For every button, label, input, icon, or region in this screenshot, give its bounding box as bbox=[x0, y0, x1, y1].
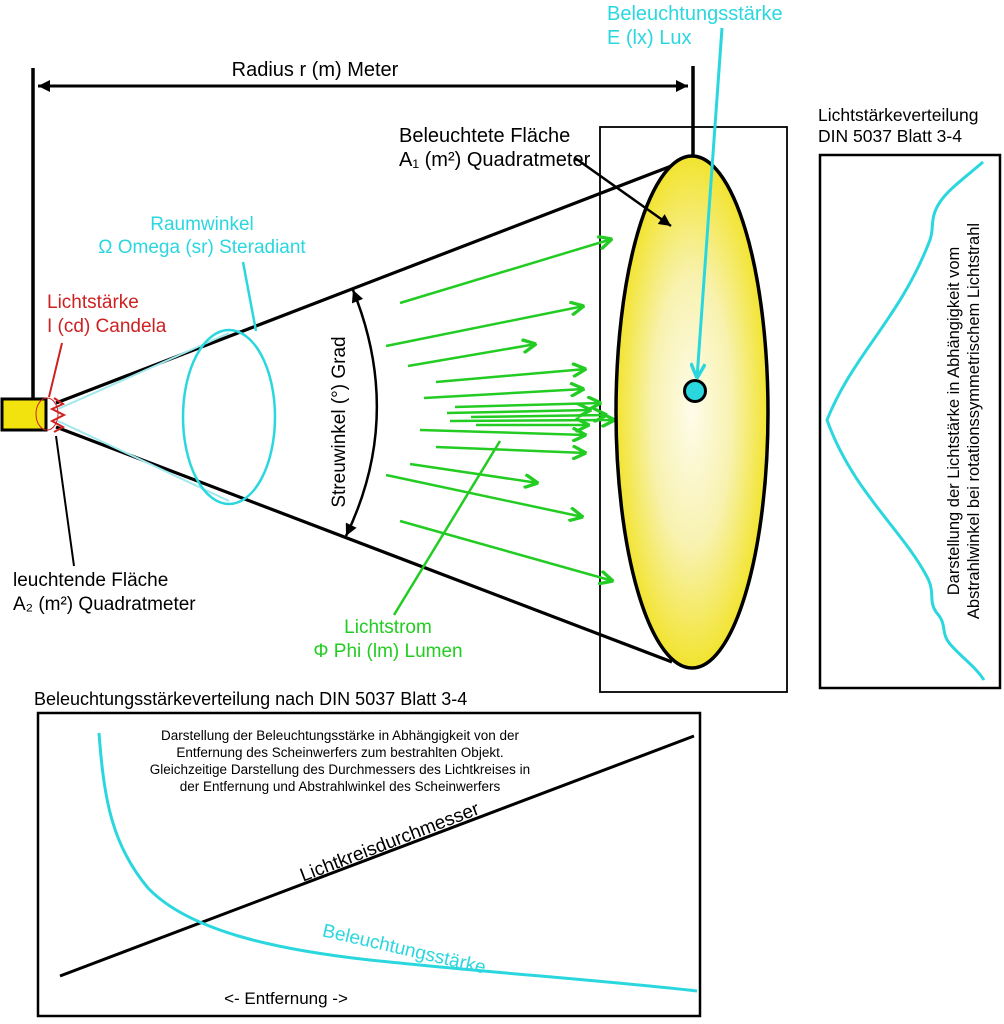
light-ray-arrow bbox=[386, 475, 583, 517]
right-panel-title bbox=[818, 105, 979, 147]
solid-angle-ellipse bbox=[183, 330, 275, 504]
light-ray-arrow bbox=[447, 410, 591, 413]
intensity-label bbox=[47, 291, 166, 339]
illuminance-measure-point bbox=[685, 381, 706, 402]
source-area-label-line2: A₂ (m²) Quadratmeter bbox=[13, 594, 196, 615]
light-ray-arrow bbox=[455, 403, 601, 407]
lit-area-label-line1: Beleuchtete Fläche bbox=[399, 125, 571, 147]
flux-rays bbox=[386, 239, 615, 615]
bottom-panel-description-line3: Gleichzeitige Darstellung des Durchmessers des Lichtkreises in bbox=[149, 762, 531, 777]
light-ray-arrow bbox=[408, 344, 536, 366]
intensity-leader-line bbox=[49, 343, 62, 397]
bottom-panel-description-line4: der Entfernung und Abstrahlwinkel des Scheinwerfers bbox=[179, 779, 501, 794]
illuminance-curve-label: Beleuchtungsstärke bbox=[320, 920, 488, 979]
solid-angle-label-line2: Ω Omega (sr) Steradiant bbox=[98, 237, 306, 258]
illuminance-label-line1: Beleuchtungsstärke bbox=[607, 3, 783, 25]
light-circle-diameter-label: Lichtkreisdurchmesser bbox=[297, 798, 483, 887]
intensity-label-line1: Lichtstärke bbox=[47, 292, 139, 313]
source-area-label bbox=[13, 569, 196, 617]
illuminated-area-ellipse bbox=[616, 156, 768, 668]
right-panel-rotated-caption bbox=[944, 151, 984, 691]
source-area-leader-line bbox=[56, 436, 74, 566]
lit-area-label bbox=[399, 124, 590, 172]
intensity-label-line2: I (cd) Candela bbox=[47, 316, 167, 337]
flux-label bbox=[283, 616, 493, 664]
light-ray-arrow bbox=[424, 389, 584, 398]
light-ray-arrow bbox=[436, 447, 586, 453]
bottom-panel-description-line2: Entfernung des Scheinwerfers zum bestrahlten Objekt. bbox=[176, 745, 504, 760]
light-ray-arrow bbox=[471, 415, 607, 417]
illuminance-label-line2: E (lx) Lux bbox=[607, 27, 692, 49]
bottom-panel-title: Beleuchtungsstärkeverteilung nach DIN 5037 Blatt 3-4 bbox=[34, 689, 468, 709]
solid-angle-label-line1: Raumwinkel bbox=[150, 214, 254, 235]
solid-angle-leader-line bbox=[243, 262, 256, 331]
light-ray-arrow bbox=[420, 430, 586, 435]
right-panel-title-line1: Lichtstärkeverteilung bbox=[818, 105, 979, 125]
illuminance-label bbox=[607, 2, 783, 50]
flux-label-line1: Lichtstrom bbox=[344, 617, 432, 638]
lit-area-label-line2: A₁ (m²) Quadratmeter bbox=[399, 149, 591, 171]
right-panel-title-line2: DIN 5037 Blatt 3-4 bbox=[818, 126, 962, 146]
light-ray-arrow bbox=[400, 239, 612, 303]
cone-upper-edge bbox=[56, 160, 687, 403]
bottom-panel-description-line1: Darstellung der Beleuchtungsstärke in Abhängigkeit von der bbox=[161, 728, 519, 743]
distance-axis-label: <- Entfernung -> bbox=[224, 989, 348, 1008]
radius-label: Radius r (m) Meter bbox=[231, 59, 399, 81]
beam-angle-label: Streuwinkel (°) Grad bbox=[329, 336, 350, 508]
right-panel-rotated-caption-line1: Darstellung der Lichtstärke in Abhängigkeit vom bbox=[945, 246, 963, 596]
light-ray-arrow bbox=[386, 306, 584, 346]
source-area-label-line1: leuchtende Fläche bbox=[13, 570, 169, 591]
flux-label-line2: Φ Phi (lm) Lumen bbox=[313, 641, 463, 662]
solid-angle-label bbox=[88, 213, 316, 259]
bottom-panel-description bbox=[90, 727, 590, 795]
light-ray-arrow bbox=[450, 420, 615, 421]
light-ray-arrow bbox=[410, 464, 538, 483]
light-ray-arrow bbox=[436, 369, 586, 382]
right-panel-rotated-caption-line2: Abstrahlwinkel bei rotationssymmetrischem Lichtstrahl bbox=[965, 222, 983, 620]
